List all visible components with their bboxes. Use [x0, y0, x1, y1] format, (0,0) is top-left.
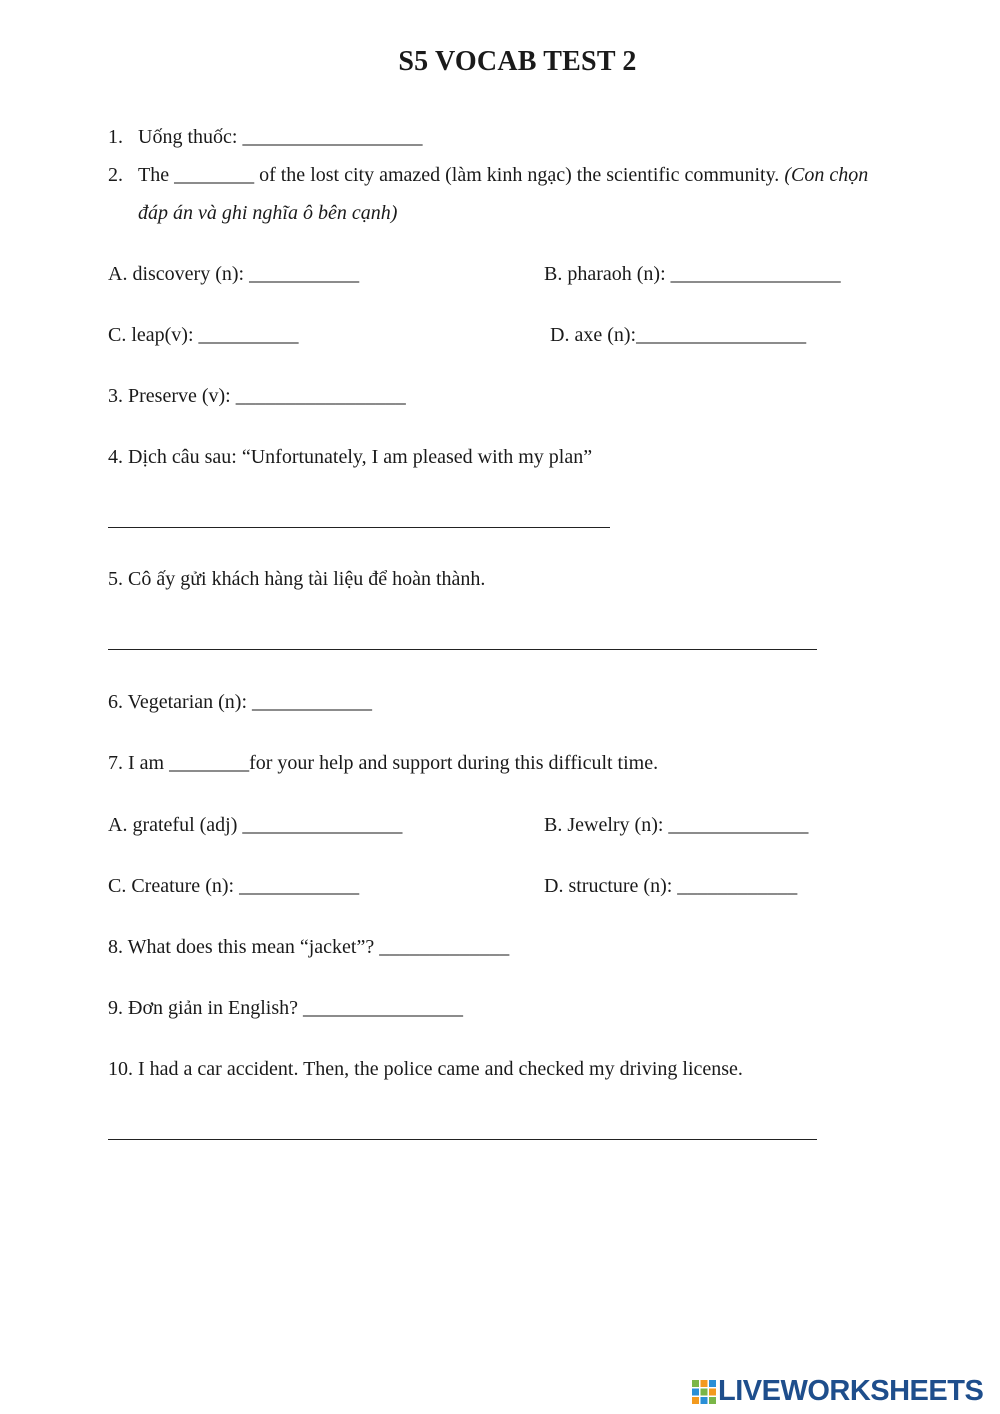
worksheet-title: S5 VOCAB TEST 2: [398, 46, 637, 77]
option-7c: [108, 874, 359, 898]
question-1-text: Uống thuốc:: [138, 126, 243, 148]
option-7a-blank[interactable]: ________________: [242, 814, 403, 836]
liveworksheets-logo-icon: [692, 1380, 716, 1404]
question-1-blank[interactable]: __________________: [242, 126, 423, 148]
option-2a-text: A. discovery (n):: [108, 263, 250, 285]
question-9: [108, 996, 463, 1020]
option-7a-text: A. grateful (adj): [108, 814, 243, 836]
question-2: [108, 163, 868, 187]
question-7-post: for your help and support during this difficult time.: [249, 752, 659, 774]
question-6-blank[interactable]: ____________: [252, 691, 373, 713]
question-2-number: 2.: [108, 164, 123, 186]
question-6: [108, 690, 372, 714]
question-3: [108, 384, 406, 408]
question-7-pre: 7. I am: [108, 752, 170, 774]
question-3-text: 3. Preserve (v):: [108, 385, 236, 407]
question-5-answer-line[interactable]: [108, 649, 817, 650]
question-2-pre: The: [138, 164, 175, 186]
option-2b-text: B. pharaoh (n):: [544, 263, 671, 285]
option-2b-blank[interactable]: _________________: [670, 263, 841, 285]
question-9-text: 9. Đơn giản in English?: [108, 997, 303, 1019]
question-5: 5. Cô ấy gửi khách hàng tài liệu để hoàn thành.: [108, 568, 486, 590]
option-2d-text: D. axe (n):: [550, 324, 637, 346]
question-6-text: 6. Vegetarian (n):: [108, 691, 253, 713]
option-7b-blank[interactable]: ______________: [668, 814, 809, 836]
question-7-blank[interactable]: ________: [169, 752, 250, 774]
option-7d-text: D. structure (n):: [544, 875, 678, 897]
liveworksheets-logo-text: LIVEWORKSHEETS: [718, 1374, 984, 1407]
question-3-blank[interactable]: _________________: [235, 385, 406, 407]
option-7c-blank[interactable]: ____________: [239, 875, 360, 897]
option-7d: [544, 874, 797, 898]
option-2d-blank[interactable]: _________________: [636, 324, 807, 346]
option-2d: [550, 323, 806, 347]
liveworksheets-logo: [692, 1375, 983, 1407]
question-2-note-continued: đáp án và ghi nghĩa ô bên cạnh): [138, 202, 398, 224]
option-7b: [544, 813, 808, 837]
option-2a: [108, 262, 359, 286]
question-8-blank[interactable]: _____________: [379, 936, 510, 958]
option-2b: [544, 262, 841, 286]
question-2-blank[interactable]: ________: [174, 164, 255, 186]
question-2-post: of the lost city amazed (làm kinh ngạc) the scientific community.: [254, 164, 785, 186]
question-8-text: 8. What does this mean “jacket”?: [108, 936, 380, 958]
question-10: 10. I had a car accident. Then, the police came and checked my driving license.: [108, 1058, 743, 1080]
question-8: [108, 935, 509, 959]
question-1: [108, 125, 422, 149]
question-9-blank[interactable]: ________________: [303, 997, 463, 1019]
option-7a: [108, 813, 402, 837]
question-1-number: 1.: [108, 126, 123, 148]
question-4: 4. Dịch câu sau: “Unfortunately, I am pleased with my plan”: [108, 446, 593, 468]
question-10-answer-line[interactable]: [108, 1139, 817, 1140]
option-2c-blank[interactable]: __________: [198, 324, 299, 346]
option-2a-blank[interactable]: ___________: [249, 263, 360, 285]
option-7b-text: B. Jewelry (n):: [544, 814, 669, 836]
option-7c-text: C. Creature (n):: [108, 875, 240, 897]
option-2c-text: C. leap(v):: [108, 324, 199, 346]
question-7: [108, 751, 658, 775]
option-2c: [108, 323, 299, 347]
option-7d-blank[interactable]: ____________: [677, 875, 798, 897]
question-2-note: (Con chọn: [784, 164, 869, 186]
question-4-answer-line[interactable]: [108, 527, 610, 528]
